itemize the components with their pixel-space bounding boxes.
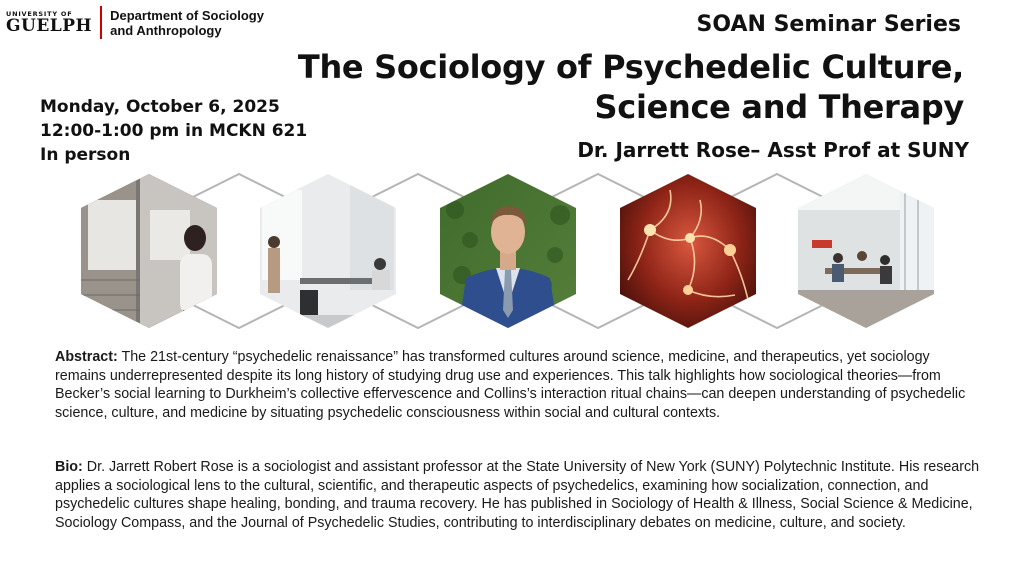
series-title: SOAN Seminar Series [696, 12, 961, 37]
event-format: In person [40, 145, 131, 165]
hexagon-image-row [0, 170, 1021, 332]
department-line-1: Department of Sociology [110, 7, 264, 23]
event-details [40, 95, 307, 167]
logo-big-text: GUELPH [6, 15, 93, 36]
seminar-title-line-2: Science and Therapy [594, 88, 964, 126]
bio-label: Bio: [55, 459, 83, 475]
event-date: Monday, October 6, 2025 [40, 97, 280, 117]
event-time-location: 12:00-1:00 pm in MCKN 621 [40, 121, 308, 141]
logo-small-text: UNIVERSITY OF [6, 9, 73, 18]
department-name [110, 8, 264, 38]
logo-wordmark [6, 11, 92, 35]
bio-text: Dr. Jarrett Robert Rose is a sociologist and assistant professor at the State University of New York (SUNY) Polytechnic Institute. His research applies a sociological lens to the cultural, scientific, and therapeutic aspects of psychedelics, examining how socialization, connection, and psychedelic cultures shape healing, bonding, and trauma recovery. He has published in Sociology of Health & Illness, Social Science & Medicine, Sociology Compass, and the Journal of Psychedelic Studies, contributing to interdisciplinary debates on medicine, culture, and society. [55, 459, 980, 532]
abstract-paragraph [55, 348, 980, 423]
department-line-2: and Anthropology [110, 22, 222, 38]
logo-divider [100, 6, 102, 39]
seminar-title [298, 47, 964, 127]
bio-paragraph [55, 458, 980, 533]
university-logo [6, 6, 264, 39]
seminar-title-line-1: The Sociology of Psychedelic Culture, [297, 48, 964, 86]
abstract-text: The 21st-century “psychedelic renaissance” has transformed cultures around science, medicine, and therapeutics, yet sociology remains underrepresented despite its long history of studying drug use and experiences. This talk highlights how sociological theories—from Becker’s social learning to Durkheim’s collective effervescence and Collins’s interaction ritual chains—can deepen understanding of psychedelic science, culture, and medicine by situating psychedelic consciousness within social and cultural contexts. [55, 349, 966, 422]
neurons-photo [620, 170, 760, 332]
abstract-label: Abstract: [55, 349, 118, 365]
speaker-line: Dr. Jarrett Rose– Asst Prof at SUNY [577, 138, 969, 162]
